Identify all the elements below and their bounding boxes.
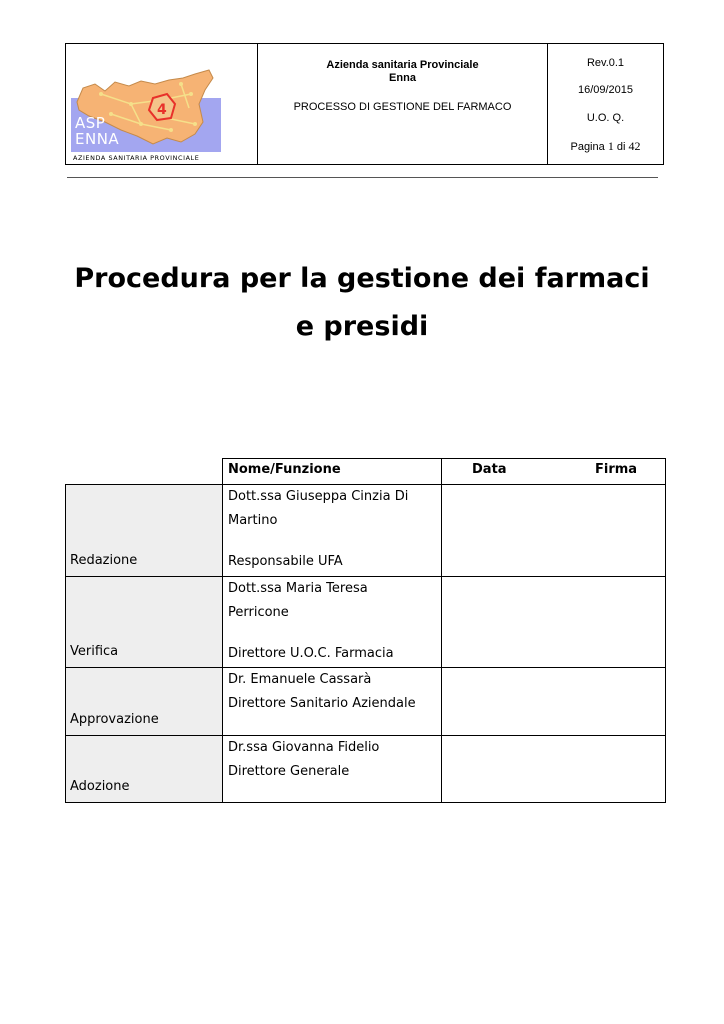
date-signature-cell[interactable] [442,668,666,736]
table-row [66,736,666,803]
organization-name [258,59,547,85]
page-total: 42 [628,139,641,153]
document-title-line2: e presidi [295,311,429,342]
name-function-cell [223,485,442,577]
role-cell: Adozione [66,736,223,803]
person-name: Dott.ssa Maria Teresa [228,581,368,596]
person-function: Direttore U.O.C. Farmacia [228,646,394,661]
date-signature-cell[interactable] [442,577,666,668]
page-separator: di [616,141,626,153]
person-name: Dr.ssa Giovanna Fidelio [228,740,380,755]
header-divider [67,177,658,178]
page-number: 1 [607,139,614,153]
header-meta-cell [548,44,663,164]
role-cell: Approvazione [66,668,223,736]
logo-subtitle: AZIENDA SANITARIA PROVINCIALE [73,154,200,162]
table-corner [66,459,223,485]
person-name-cont: Perricone [228,605,289,620]
date-signature-cell[interactable] [442,485,666,577]
person-name: Dott.ssa Giuseppa Cinzia Di [228,489,409,504]
process-title: PROCESSO DI GESTIONE DEL FARMACO [293,101,512,113]
header-date-signature [442,459,666,485]
logo-cell [66,44,258,164]
header-signature: Firma [595,462,638,477]
person-function: Responsabile UFA [228,554,343,569]
page-label: Pagina [570,141,605,153]
document-header [65,43,664,165]
asp-enna-logo [71,64,221,162]
role-cell: Redazione [66,485,223,577]
table-row [66,577,666,668]
name-function-cell [223,668,442,736]
name-function-cell [223,736,442,803]
org-line1: Azienda sanitaria Provinciale [326,59,479,71]
person-function: Direttore Generale [228,764,350,779]
logo-number: 4 [157,102,167,118]
page-indicator [548,139,663,154]
approval-table [65,458,666,803]
revision: Rev.0.1 [586,57,625,69]
unit-code: U.O. Q. [586,112,625,124]
logo-text-line2: ENNA [75,130,120,148]
header-date: Data [472,462,507,477]
header-center-cell [258,44,548,164]
role-cell: Verifica [66,577,223,668]
table-row [66,485,666,577]
name-function-cell [223,577,442,668]
date-signature-cell[interactable] [442,736,666,803]
table-row [66,668,666,736]
logo-text-line1: ASP [75,114,106,132]
org-line2: Enna [389,72,416,84]
document-title-line1: Procedura per la gestione dei farmaci [74,263,650,294]
logo-text [75,115,119,147]
header-name-function: Nome/Funzione [223,459,442,485]
revision-date: 16/09/2015 [577,84,634,96]
person-function: Direttore Sanitario Aziendale [228,696,416,711]
person-name: Dr. Emanuele Cassarà [228,672,372,687]
person-name-cont: Martino [228,513,278,528]
